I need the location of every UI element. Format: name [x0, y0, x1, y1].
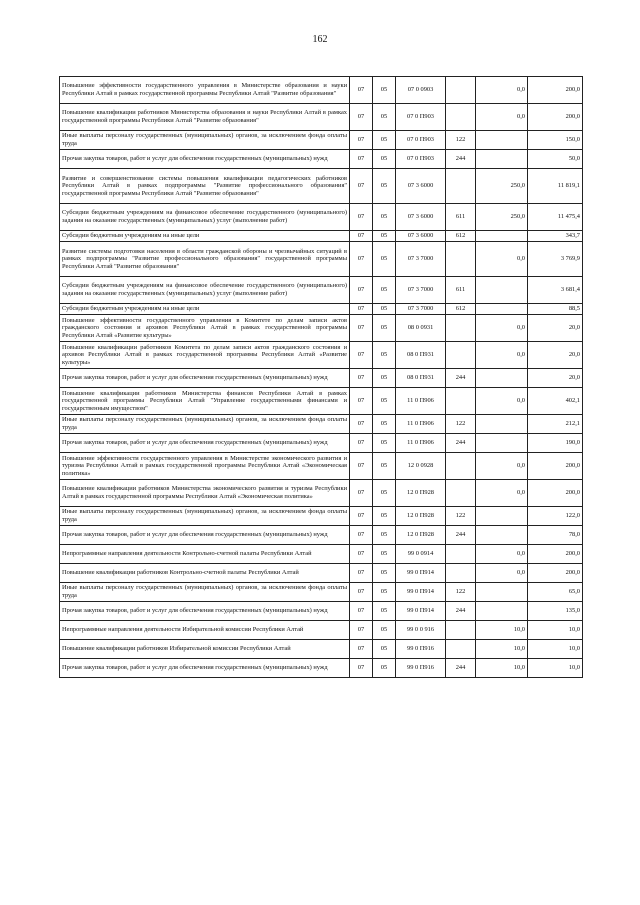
row-amount-1: 0,0	[476, 342, 528, 369]
row-section: 07	[350, 150, 373, 169]
row-name: Прочая закупка товаров, работ и услуг для обеспечения государственных (муниципальных) нужд	[60, 369, 350, 388]
table-row	[60, 602, 583, 621]
row-subsection: 05	[373, 507, 396, 526]
row-target-code: 12 0 0928	[396, 453, 446, 480]
row-expense-type: 122	[446, 583, 476, 602]
row-subsection: 05	[373, 242, 396, 277]
row-target-code: 07 3 6000	[396, 231, 446, 242]
row-expense-type: 244	[446, 526, 476, 545]
table-row	[60, 150, 583, 169]
row-name: Повышение квалификации работников Министерства финансов Республики Алтай в рамках государственной программы Республики Алтай "Управление государственными финансами и государственным имуществом"	[60, 388, 350, 415]
table-row	[60, 77, 583, 104]
row-amount-2: 78,0	[528, 526, 583, 545]
row-target-code: 07 0 0903	[396, 77, 446, 104]
row-amount-2: 200,0	[528, 545, 583, 564]
table-row	[60, 434, 583, 453]
row-name: Непрограммные направления деятельности Избирательной комиссии Республики Алтай	[60, 621, 350, 640]
row-target-code: 99 0 П916	[396, 659, 446, 678]
row-subsection: 05	[373, 545, 396, 564]
row-name: Субсидии бюджетным учреждениям на финансовое обеспечение государственного (муниципального) задания на оказание государственных (муниципальных) услуг (выполнение работ)	[60, 277, 350, 304]
row-amount-2: 343,7	[528, 231, 583, 242]
row-name: Иные выплаты персоналу государственных (муниципальных) органов, за исключением фонда оплаты труда	[60, 415, 350, 434]
row-section: 07	[350, 453, 373, 480]
row-name: Повышение квалификации работников Министерства образования и науки Республики Алтай в рамках государственной программы Республики Алтай "Развитие образования"	[60, 104, 350, 131]
row-expense-type	[446, 545, 476, 564]
row-section: 07	[350, 242, 373, 277]
row-amount-2: 200,0	[528, 453, 583, 480]
row-subsection: 05	[373, 659, 396, 678]
row-subsection: 05	[373, 104, 396, 131]
row-subsection: 05	[373, 77, 396, 104]
row-amount-2: 190,0	[528, 434, 583, 453]
row-target-code: 07 3 7000	[396, 242, 446, 277]
row-section: 07	[350, 104, 373, 131]
row-name: Повышение квалификации работников Контрольно-счетной палаты Республики Алтай	[60, 564, 350, 583]
row-amount-1: 0,0	[476, 545, 528, 564]
row-amount-2: 20,0	[528, 315, 583, 342]
row-section: 07	[350, 204, 373, 231]
row-expense-type: 244	[446, 659, 476, 678]
row-amount-1: 10,0	[476, 640, 528, 659]
row-expense-type	[446, 315, 476, 342]
row-amount-2: 122,0	[528, 507, 583, 526]
row-expense-type: 612	[446, 231, 476, 242]
row-subsection: 05	[373, 602, 396, 621]
table-row	[60, 453, 583, 480]
row-section: 07	[350, 415, 373, 434]
row-expense-type	[446, 242, 476, 277]
row-name: Прочая закупка товаров, работ и услуг для обеспечения государственных (муниципальных) нужд	[60, 526, 350, 545]
row-target-code: 99 0 П914	[396, 583, 446, 602]
row-expense-type: 611	[446, 204, 476, 231]
row-subsection: 05	[373, 526, 396, 545]
table-row	[60, 526, 583, 545]
row-target-code: 99 0 0914	[396, 545, 446, 564]
table-row	[60, 169, 583, 204]
table-row	[60, 564, 583, 583]
row-amount-2: 3 681,4	[528, 277, 583, 304]
row-subsection: 05	[373, 480, 396, 507]
row-section: 07	[350, 480, 373, 507]
row-section: 07	[350, 342, 373, 369]
row-name: Развитие и совершенствование системы повышения квалификации педагогических работников Республики Алтай в рамках подпрограммы "Развитие профессионального образования" государственной программы Республики Алтай "Развитие образования"	[60, 169, 350, 204]
row-amount-2: 11 819,1	[528, 169, 583, 204]
row-subsection: 05	[373, 640, 396, 659]
row-target-code: 07 0 П903	[396, 150, 446, 169]
row-section: 07	[350, 583, 373, 602]
row-amount-2: 11 475,4	[528, 204, 583, 231]
row-amount-2: 88,5	[528, 304, 583, 315]
row-section: 07	[350, 507, 373, 526]
row-name: Непрограммные направления деятельности Контрольно-счетной палаты Республики Алтай	[60, 545, 350, 564]
row-target-code: 07 3 6000	[396, 204, 446, 231]
row-expense-type: 244	[446, 369, 476, 388]
row-name: Прочая закупка товаров, работ и услуг для обеспечения государственных (муниципальных) нужд	[60, 602, 350, 621]
row-amount-2: 200,0	[528, 564, 583, 583]
page-number: 162	[312, 34, 328, 45]
table-row	[60, 621, 583, 640]
row-target-code: 99 0 0 916	[396, 621, 446, 640]
row-name: Прочая закупка товаров, работ и услуг для обеспечения государственных (муниципальных) нужд	[60, 150, 350, 169]
row-name: Повышение квалификации работников Комитета по делам записи актов гражданского состояния и архивов Республики Алтай в рамках государственной программы Республики Алтай «Развитие культуры»	[60, 342, 350, 369]
row-amount-1: 0,0	[476, 480, 528, 507]
row-name: Иные выплаты персоналу государственных (муниципальных) органов, за исключением фонда оплаты труда	[60, 507, 350, 526]
row-expense-type: 122	[446, 507, 476, 526]
row-target-code: 99 0 П916	[396, 640, 446, 659]
row-subsection: 05	[373, 150, 396, 169]
row-amount-1	[476, 583, 528, 602]
row-target-code: 07 0 П903	[396, 131, 446, 150]
row-section: 07	[350, 369, 373, 388]
row-amount-1	[476, 415, 528, 434]
row-target-code: 12 0 П928	[396, 480, 446, 507]
table-row	[60, 659, 583, 678]
row-name: Прочая закупка товаров, работ и услуг для обеспечения государственных (муниципальных) нужд	[60, 659, 350, 678]
row-target-code: 99 0 П914	[396, 602, 446, 621]
row-target-code: 07 3 7000	[396, 277, 446, 304]
row-section: 07	[350, 131, 373, 150]
table-row	[60, 369, 583, 388]
row-section: 07	[350, 545, 373, 564]
row-section: 07	[350, 169, 373, 204]
table-row	[60, 545, 583, 564]
row-amount-1: 10,0	[476, 621, 528, 640]
table-row	[60, 315, 583, 342]
row-subsection: 05	[373, 388, 396, 415]
row-amount-1: 250,0	[476, 169, 528, 204]
row-target-code: 99 0 П914	[396, 564, 446, 583]
row-subsection: 05	[373, 277, 396, 304]
row-name: Субсидии бюджетным учреждениям на иные цели	[60, 304, 350, 315]
row-section: 07	[350, 388, 373, 415]
row-section: 07	[350, 659, 373, 678]
budget-table	[59, 76, 583, 678]
row-expense-type	[446, 453, 476, 480]
row-name: Повышение эффективности государственного управления в Министерстве экономического развития и туризма Республики Алтай в рамках государственной программы Республики Алтай «Экономическая политика»	[60, 453, 350, 480]
row-name: Повышение квалификации работников Министерства экономического развития и туризма Республики Алтай в рамках государственной программы Республики Алтай «Экономическая политика»	[60, 480, 350, 507]
row-amount-1: 0,0	[476, 388, 528, 415]
row-amount-1: 0,0	[476, 104, 528, 131]
row-target-code: 07 3 7000	[396, 304, 446, 315]
row-subsection: 05	[373, 564, 396, 583]
table-row	[60, 304, 583, 315]
row-expense-type: 122	[446, 131, 476, 150]
row-amount-1: 250,0	[476, 204, 528, 231]
row-expense-type	[446, 564, 476, 583]
row-amount-1: 0,0	[476, 242, 528, 277]
row-subsection: 05	[373, 342, 396, 369]
row-name: Прочая закупка товаров, работ и услуг для обеспечения государственных (муниципальных) нужд	[60, 434, 350, 453]
row-amount-2: 200,0	[528, 480, 583, 507]
row-target-code: 11 0 П906	[396, 415, 446, 434]
row-expense-type	[446, 77, 476, 104]
row-subsection: 05	[373, 621, 396, 640]
row-amount-2: 212,1	[528, 415, 583, 434]
row-target-code: 08 0 0931	[396, 315, 446, 342]
row-expense-type: 244	[446, 434, 476, 453]
row-amount-2: 135,0	[528, 602, 583, 621]
row-section: 07	[350, 564, 373, 583]
row-target-code: 08 0 П931	[396, 342, 446, 369]
table-row	[60, 640, 583, 659]
table-row	[60, 388, 583, 415]
row-subsection: 05	[373, 131, 396, 150]
row-amount-1	[476, 526, 528, 545]
row-target-code: 07 3 6000	[396, 169, 446, 204]
row-amount-2: 10,0	[528, 659, 583, 678]
row-subsection: 05	[373, 583, 396, 602]
row-subsection: 05	[373, 304, 396, 315]
row-amount-2: 200,0	[528, 104, 583, 131]
row-subsection: 05	[373, 204, 396, 231]
row-amount-2: 10,0	[528, 640, 583, 659]
row-section: 07	[350, 304, 373, 315]
row-amount-1: 0,0	[476, 564, 528, 583]
row-amount-1	[476, 231, 528, 242]
table-row	[60, 480, 583, 507]
row-amount-1	[476, 277, 528, 304]
row-subsection: 05	[373, 231, 396, 242]
table-row	[60, 242, 583, 277]
row-amount-1: 0,0	[476, 453, 528, 480]
row-expense-type	[446, 342, 476, 369]
row-expense-type	[446, 104, 476, 131]
row-amount-1	[476, 304, 528, 315]
row-section: 07	[350, 621, 373, 640]
row-target-code: 11 0 П906	[396, 434, 446, 453]
row-amount-1	[476, 434, 528, 453]
row-name: Иные выплаты персоналу государственных (муниципальных) органов, за исключением фонда оплаты труда	[60, 131, 350, 150]
table-row	[60, 415, 583, 434]
row-amount-1: 0,0	[476, 315, 528, 342]
budget-table-body	[60, 77, 583, 678]
row-amount-2: 150,0	[528, 131, 583, 150]
row-name: Повышение эффективности государственного управления в Комитете по делам записи актов гражданского состояния и архивов Республики Алтай в рамках государственной программы Республики Алтай «Развитие культуры»	[60, 315, 350, 342]
row-name: Иные выплаты персоналу государственных (муниципальных) органов, за исключением фонда оплаты труда	[60, 583, 350, 602]
row-amount-2: 50,0	[528, 150, 583, 169]
row-amount-2: 402,1	[528, 388, 583, 415]
row-amount-2: 65,0	[528, 583, 583, 602]
row-target-code: 12 0 П928	[396, 507, 446, 526]
row-amount-1	[476, 150, 528, 169]
row-subsection: 05	[373, 453, 396, 480]
row-amount-1	[476, 507, 528, 526]
row-name: Субсидии бюджетным учреждениям на иные цели	[60, 231, 350, 242]
row-subsection: 05	[373, 369, 396, 388]
row-section: 07	[350, 77, 373, 104]
table-row	[60, 231, 583, 242]
row-expense-type: 612	[446, 304, 476, 315]
row-target-code: 12 0 П928	[396, 526, 446, 545]
row-expense-type: 244	[446, 150, 476, 169]
row-amount-1	[476, 602, 528, 621]
row-expense-type	[446, 621, 476, 640]
row-expense-type	[446, 388, 476, 415]
row-amount-2: 3 769,9	[528, 242, 583, 277]
row-section: 07	[350, 277, 373, 304]
table-row	[60, 104, 583, 131]
table-row	[60, 583, 583, 602]
row-subsection: 05	[373, 415, 396, 434]
row-amount-1: 10,0	[476, 659, 528, 678]
row-section: 07	[350, 526, 373, 545]
table-row	[60, 277, 583, 304]
row-name: Субсидии бюджетным учреждениям на финансовое обеспечение государственного (муниципального) задания на оказание государственных (муниципальных) услуг (выполнение работ)	[60, 204, 350, 231]
row-name: Развитие системы подготовки населения в области гражданской обороны и чрезвычайных ситуаций в рамках подпрограммы "Развитие профессионального образования" государственной программы Республики Алтай "Развитие образования"	[60, 242, 350, 277]
row-expense-type	[446, 640, 476, 659]
row-expense-type: 244	[446, 602, 476, 621]
row-amount-2: 10,0	[528, 621, 583, 640]
row-expense-type: 122	[446, 415, 476, 434]
row-section: 07	[350, 602, 373, 621]
row-name: Повышение квалификации работников Избирательной комиссии Республики Алтай	[60, 640, 350, 659]
row-subsection: 05	[373, 434, 396, 453]
row-section: 07	[350, 231, 373, 242]
row-section: 07	[350, 434, 373, 453]
row-subsection: 05	[373, 169, 396, 204]
table-row	[60, 204, 583, 231]
row-amount-2: 20,0	[528, 369, 583, 388]
row-expense-type	[446, 480, 476, 507]
row-target-code: 07 0 П903	[396, 104, 446, 131]
row-amount-2: 20,0	[528, 342, 583, 369]
row-expense-type: 611	[446, 277, 476, 304]
table-row	[60, 507, 583, 526]
row-amount-2: 200,0	[528, 77, 583, 104]
row-amount-1: 0,0	[476, 77, 528, 104]
table-row	[60, 342, 583, 369]
row-subsection: 05	[373, 315, 396, 342]
row-target-code: 08 0 П931	[396, 369, 446, 388]
row-amount-1	[476, 369, 528, 388]
row-expense-type	[446, 169, 476, 204]
row-section: 07	[350, 640, 373, 659]
row-target-code: 11 0 П906	[396, 388, 446, 415]
row-section: 07	[350, 315, 373, 342]
row-amount-1	[476, 131, 528, 150]
row-name: Повышение эффективности государственного управления в Министерстве образования и науки Республики Алтай в рамках государственной программы Республики Алтай "Развитие образования"	[60, 77, 350, 104]
table-row	[60, 131, 583, 150]
